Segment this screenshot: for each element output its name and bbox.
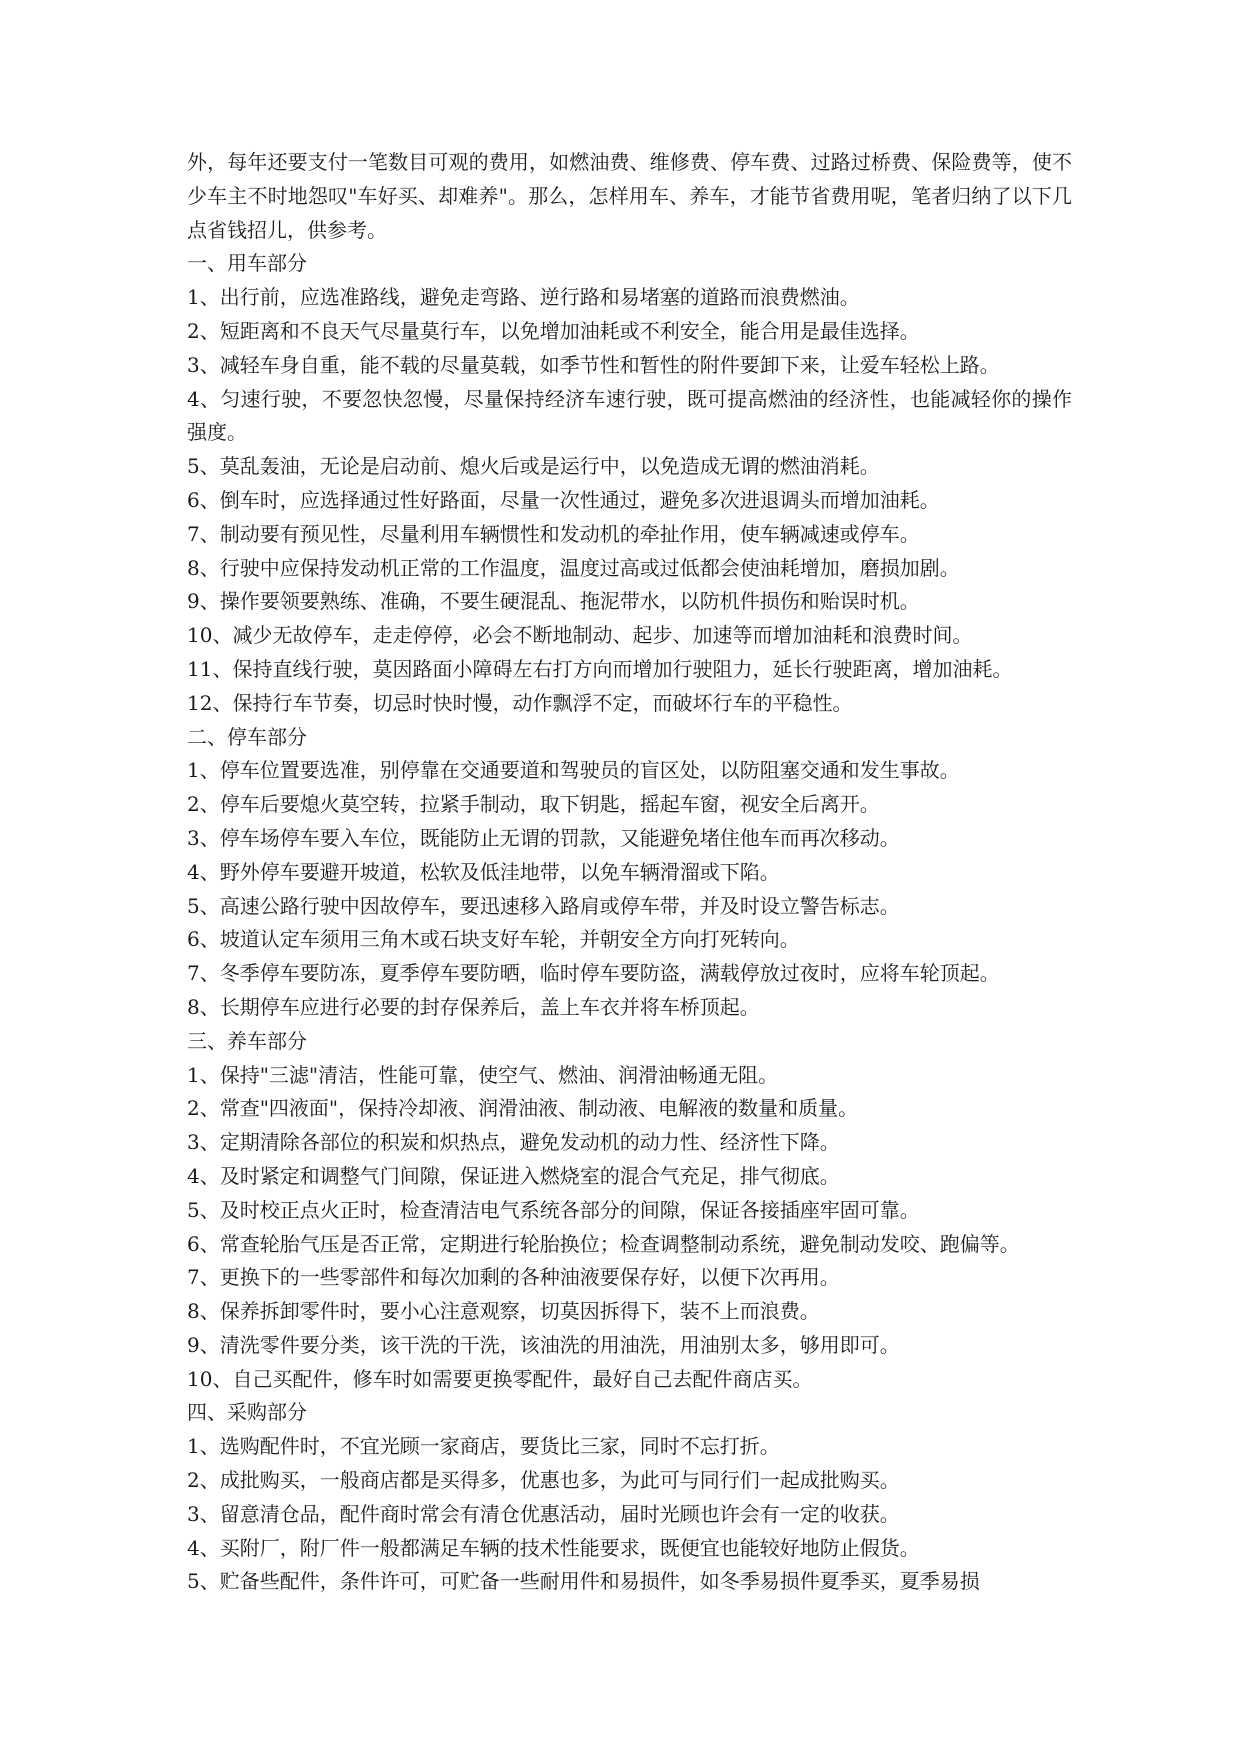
list-item: 2、停车后要熄火莫空转，拉紧手制动，取下钥匙，摇起车窗，视安全后离开。 [187, 792, 880, 817]
list-item: 11、保持直线行驶，莫因路面小障碍左右打方向而增加行驶阻力，延长行驶距离，增加油耗。 [187, 656, 1013, 681]
list-item: 6、常查轮胎气压是否正常，定期进行轮胎换位；检查调整制动系统，避免制动发咬、跑偏等。 [187, 1231, 1020, 1256]
list-item: 4、野外停车要避开坡道，松软及低洼地带，以免车辆滑溜或下陷。 [187, 859, 780, 884]
list-item: 2、常查"四液面"，保持冷却液、润滑油液、制动液、电解液的数量和质量。 [187, 1096, 859, 1121]
list-item: 3、留意清仓品，配件商时常会有清仓优惠活动，届时光顾也许会有一定的收获。 [187, 1501, 900, 1526]
list-item: 4、买附厂，附厂件一般都满足车辆的技术性能要求，既便宜也能较好地防止假货。 [187, 1535, 920, 1560]
section-heading-parking: 二、停车部分 [187, 724, 307, 749]
list-item: 2、短距离和不良天气尽量莫行车，以免增加油耗或不利安全，能合用是最佳选择。 [187, 318, 920, 343]
list-item: 5、高速公路行驶中因故停车，要迅速移入路肩或停车带，并及时设立警告标志。 [187, 893, 900, 918]
list-item: 1、停车位置要选准，别停靠在交通要道和驾驶员的盲区处，以防阻塞交通和发生事故。 [187, 758, 960, 783]
list-item: 5、莫乱轰油，无论是启动前、熄火后或是运行中，以免造成无谓的燃油消耗。 [187, 454, 880, 479]
list-item: 9、清洗零件要分类，该干洗的干洗，该油洗的用油洗，用油别太多，够用即可。 [187, 1332, 900, 1357]
list-item: 7、更换下的一些零部件和每次加剩的各种油液要保存好，以便下次再用。 [187, 1265, 840, 1290]
list-item: 10、减少无故停车，走走停停，必会不断地制动、起步、加速等而增加油耗和浪费时间。 [187, 623, 973, 648]
list-item: 8、行驶中应保持发动机正常的工作温度，温度过高或过低都会使油耗增加，磨损加剧。 [187, 555, 960, 580]
list-item: 1、保持"三滤"清洁，性能可靠，使空气、燃油、润滑油畅通无阻。 [187, 1062, 779, 1087]
list-item: 1、出行前，应选准路线，避免走弯路、逆行路和易堵塞的道路而浪费燃油。 [187, 285, 860, 310]
list-item: 3、定期清除各部位的积炭和炽热点，避免发动机的动力性、经济性下降。 [187, 1130, 840, 1155]
list-item: 1、选购配件时，不宜光顾一家商店，要货比三家，同时不忘打折。 [187, 1434, 780, 1459]
list-item: 3、减轻车身自重，能不载的尽量莫载，如季节性和暂性的附件要卸下来，让爱车轻松上路。 [187, 352, 1000, 377]
list-item: 10、自己买配件，修车时如需要更换零配件，最好自己去配件商店买。 [187, 1366, 813, 1391]
list-item: 9、操作要领要熟练、准确，不要生硬混乱、拖泥带水，以防机件损伤和贻误时机。 [187, 589, 920, 614]
list-item: 5、贮备些配件，条件许可，可贮备一些耐用件和易损件，如冬季易损件夏季买，夏季易损 [187, 1569, 980, 1594]
list-item: 8、保养拆卸零件时，要小心注意观察，切莫因拆得下，装不上而浪费。 [187, 1299, 820, 1324]
intro-paragraph: 外，每年还要支付一笔数目可观的费用，如燃油费、维修费、停车费、过路过桥费、保险费等，使不少车主不时地怨叹"车好买、却难养"。那么，怎样用车、养车，才能节省费用呢，笔者归纳了以下几点省钱招儿，供参考。 [187, 150, 1072, 242]
list-item: 4、匀速行驶，不要忽快忽慢，尽量保持经济车速行驶，既可提高燃油的经济性，也能减轻你的操作强度。 [187, 386, 1072, 445]
list-item: 3、停车场停车要入车位，既能防止无谓的罚款，又能避免堵住他车而再次移动。 [187, 825, 900, 850]
list-item: 5、及时校正点火正时，检查清洁电气系统各部分的间隙，保证各接插座牢固可靠。 [187, 1197, 920, 1222]
document-body [187, 146, 1072, 1599]
list-item: 8、长期停车应进行必要的封存保养后，盖上车衣并将车桥顶起。 [187, 994, 760, 1019]
section-heading-maintenance: 三、养车部分 [187, 1028, 307, 1053]
list-item: 6、坡道认定车须用三角木或石块支好车轮，并朝安全方向打死转向。 [187, 927, 800, 952]
list-item: 7、冬季停车要防冻，夏季停车要防晒，临时停车要防盗，满载停放过夜时，应将车轮顶起。 [187, 961, 1000, 986]
list-item: 2、成批购买，一般商店都是买得多，优惠也多，为此可与同行们一起成批购买。 [187, 1468, 900, 1493]
section-heading-usage: 一、用车部分 [187, 251, 307, 276]
section-heading-purchasing: 四、采购部分 [187, 1400, 307, 1425]
list-item: 7、制动要有预见性，尽量利用车辆惯性和发动机的牵扯作用，使车辆减速或停车。 [187, 521, 920, 546]
list-item: 12、保持行车节奏，切忌时快时慢，动作飘浮不定，而破坏行车的平稳性。 [187, 690, 853, 715]
list-item: 4、及时紧定和调整气门间隙，保证进入燃烧室的混合气充足，排气彻底。 [187, 1163, 840, 1188]
list-item: 6、倒车时，应选择通过性好路面，尽量一次性通过，避免多次进退调头而增加油耗。 [187, 487, 940, 512]
